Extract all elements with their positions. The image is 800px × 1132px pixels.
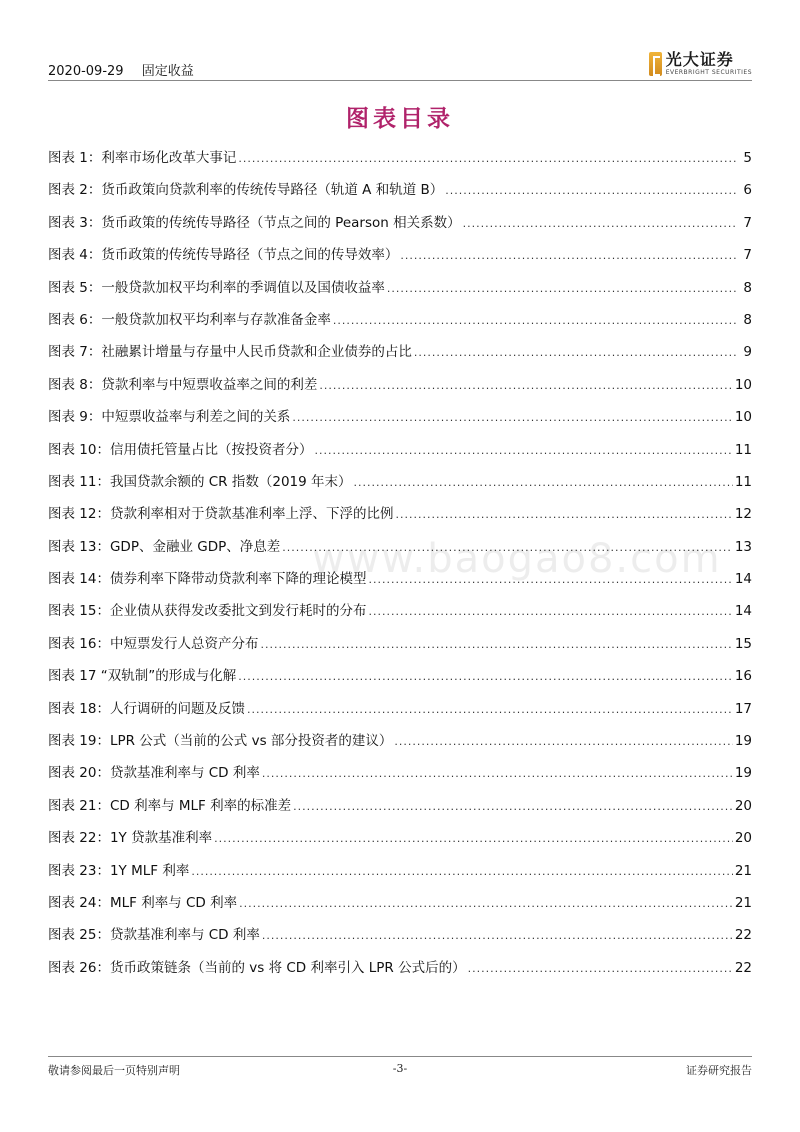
- toc-entry-page: 20: [734, 797, 752, 814]
- toc-entry-page: 21: [734, 862, 752, 879]
- toc-entry[interactable]: [48, 373, 752, 405]
- toc-leader-dots: [395, 503, 732, 527]
- header-divider: [48, 80, 752, 81]
- toc-entry-page: 22: [734, 927, 752, 944]
- toc-entry-label: 图表 12：贷款利率相对于贷款基准利率上浮、下浮的比例: [48, 506, 394, 523]
- toc-entry[interactable]: [48, 891, 752, 923]
- toc-entry-page: 11: [734, 441, 752, 458]
- toc-entry-page: 22: [734, 959, 752, 976]
- toc-leader-dots: [414, 341, 736, 365]
- toc-entry-page: 14: [734, 603, 752, 620]
- toc-entry-label: 图表 17 “双轨制”的形成与化解: [48, 668, 237, 685]
- footer-divider: [48, 1056, 752, 1057]
- toc-entry-label: 图表 26：货币政策链条（当前的 vs 将 CD 利率引入 LPR 公式后的）: [48, 959, 466, 976]
- toc-leader-dots: [191, 860, 732, 884]
- toc-entry[interactable]: [48, 502, 752, 534]
- toc-entry-label: 图表 25：贷款基准利率与 CD 利率: [48, 927, 260, 944]
- footer-disclaimer: 敬请参阅最后一页特别声明: [48, 1064, 180, 1077]
- toc-entry-label: 图表 13：GDP、金融业 GDP、净息差: [48, 538, 281, 555]
- header-meta: [48, 60, 208, 79]
- toc-entry[interactable]: [48, 956, 752, 988]
- toc-entry-label: 图表 10：信用债托管量占比（按投资者分）: [48, 441, 313, 458]
- toc-entry-label: 图表 18：人行调研的问题及反馈: [48, 700, 245, 717]
- toc-leader-dots: [292, 406, 732, 430]
- toc-leader-dots: [400, 244, 736, 268]
- toc-leader-dots: [238, 665, 733, 689]
- toc-entry-label: 图表 16：中短票发行人总资产分布: [48, 635, 259, 652]
- toc-entry-label: 图表 19：LPR 公式（当前的公式 vs 部分投资者的建议）: [48, 733, 393, 750]
- toc-leader-dots: [319, 374, 732, 398]
- page-title: 图表目录: [346, 105, 454, 132]
- toc-leader-dots: [239, 892, 733, 916]
- toc-entry-label: 图表 5：一般贷款加权平均利率的季调值以及国债收益率: [48, 279, 385, 296]
- toc-entry[interactable]: [48, 405, 752, 437]
- toc-entry[interactable]: [48, 438, 752, 470]
- toc-entry[interactable]: [48, 535, 752, 567]
- table-of-figures: [48, 146, 752, 988]
- report-category: 固定收益: [141, 64, 194, 79]
- toc-entry-page: 7: [743, 247, 752, 264]
- logo-chinese-name: 光大证券: [665, 50, 734, 69]
- toc-entry-page: 5: [743, 150, 752, 166]
- toc-entry[interactable]: [48, 729, 752, 761]
- toc-entry-label: 图表 14：债券利率下降带动贷款利率下降的理论模型: [48, 571, 367, 588]
- toc-entry-label: 图表 20：贷款基准利率与 CD 利率: [48, 765, 260, 782]
- toc-entry-label: 图表 8：贷款利率与中短票收益率之间的利差: [48, 376, 318, 393]
- toc-leader-dots: [262, 762, 733, 786]
- toc-entry[interactable]: [48, 243, 752, 275]
- toc-entry-page: 14: [734, 571, 752, 588]
- toc-entry[interactable]: [48, 340, 752, 372]
- toc-leader-dots: [293, 795, 733, 819]
- toc-entry-page: 10: [734, 409, 752, 426]
- toc-entry-page: 19: [734, 733, 752, 750]
- toc-entry-page: 9: [743, 344, 752, 361]
- toc-entry-label: 图表 23：1Y MLF 利率: [48, 862, 190, 879]
- toc-entry[interactable]: [48, 761, 752, 793]
- toc-leader-dots: [354, 471, 733, 495]
- toc-entry-label: 图表 2：货币政策向贷款利率的传统传导路径（轨道 A 和轨道 B）: [48, 182, 444, 199]
- toc-entry-label: 图表 4：货币政策的传统传导路径（节点之间的传导效率）: [48, 247, 399, 264]
- toc-entry-page: 10: [734, 376, 752, 393]
- page-footer: [48, 1062, 752, 1080]
- toc-entry-page: 7: [743, 214, 752, 231]
- toc-leader-dots: [445, 179, 736, 203]
- toc-entry[interactable]: [48, 664, 752, 696]
- toc-entry-page: 11: [734, 473, 752, 490]
- toc-entry-label: 图表 3：货币政策的传统传导路径（节点之间的 Pearson 相关系数）: [48, 214, 461, 231]
- page-number: -3-: [392, 1062, 408, 1075]
- toc-entry[interactable]: [48, 859, 752, 891]
- toc-entry-label: 图表 6：一般贷款加权平均利率与存款准备金率: [48, 311, 331, 328]
- toc-entry[interactable]: [48, 794, 752, 826]
- toc-entry-page: 8: [743, 279, 752, 296]
- report-date: 2020-09-29: [48, 64, 124, 79]
- toc-entry-page: 20: [734, 830, 752, 847]
- footer-report-type: 证券研究报告: [686, 1064, 752, 1077]
- toc-leader-dots: [368, 568, 732, 592]
- toc-leader-dots: [368, 600, 732, 624]
- toc-entry-page: 19: [734, 765, 752, 782]
- toc-entry-page: 15: [734, 635, 752, 652]
- toc-leader-dots: [394, 730, 732, 754]
- toc-entry[interactable]: [48, 211, 752, 243]
- logo-mark-icon: [649, 52, 662, 76]
- toc-entry-page: 8: [743, 311, 752, 328]
- toc-leader-dots: [387, 277, 736, 301]
- logo-english-name: EVERBRIGHT SECURITIES: [665, 69, 752, 76]
- toc-leader-dots: [314, 439, 732, 463]
- toc-entry[interactable]: [48, 599, 752, 631]
- toc-leader-dots: [333, 309, 736, 333]
- toc-entry-label: 图表 7：社融累计增量与存量中人民币贷款和企业债券的占比: [48, 344, 412, 361]
- toc-entry-label: 图表 1：利率市场化改革大事记: [48, 150, 237, 166]
- toc-entry-page: 6: [743, 182, 752, 199]
- toc-entry-page: 17: [734, 700, 752, 717]
- toc-entry-page: 13: [734, 538, 752, 555]
- toc-entry[interactable]: [48, 146, 752, 178]
- toc-entry-label: 图表 21：CD 利率与 MLF 利率的标准差: [48, 797, 292, 814]
- toc-entry[interactable]: [48, 567, 752, 599]
- toc-entry[interactable]: [48, 276, 752, 308]
- toc-leader-dots: [468, 957, 733, 981]
- toc-entry-label: 图表 11：我国贷款余额的 CR 指数（2019 年末）: [48, 473, 352, 490]
- toc-leader-dots: [247, 698, 733, 722]
- toc-leader-dots: [262, 924, 733, 948]
- toc-entry[interactable]: [48, 697, 752, 729]
- toc-entry[interactable]: [48, 470, 752, 502]
- toc-entry-page: 16: [734, 668, 752, 685]
- toc-entry[interactable]: [48, 178, 752, 210]
- toc-leader-dots: [463, 212, 736, 236]
- toc-entry-label: 图表 24：MLF 利率与 CD 利率: [48, 894, 238, 911]
- everbright-logo: [649, 50, 752, 78]
- toc-entry-label: 图表 15：企业债从获得发改委批文到发行耗时的分布: [48, 603, 367, 620]
- toc-leader-dots: [238, 147, 736, 171]
- toc-leader-dots: [282, 536, 733, 560]
- page-header: [48, 50, 752, 78]
- toc-leader-dots: [214, 827, 733, 851]
- toc-entry[interactable]: [48, 923, 752, 955]
- toc-entry-label: 图表 22：1Y 贷款基准利率: [48, 830, 213, 847]
- toc-entry[interactable]: [48, 308, 752, 340]
- toc-entry-page: 21: [734, 894, 752, 911]
- toc-entry[interactable]: [48, 826, 752, 858]
- toc-leader-dots: [260, 633, 732, 657]
- toc-entry-label: 图表 9：中短票收益率与利差之间的关系: [48, 409, 291, 426]
- toc-entry[interactable]: [48, 632, 752, 664]
- watermark: www.baogao8.com: [312, 536, 722, 582]
- toc-entry-page: 12: [734, 506, 752, 523]
